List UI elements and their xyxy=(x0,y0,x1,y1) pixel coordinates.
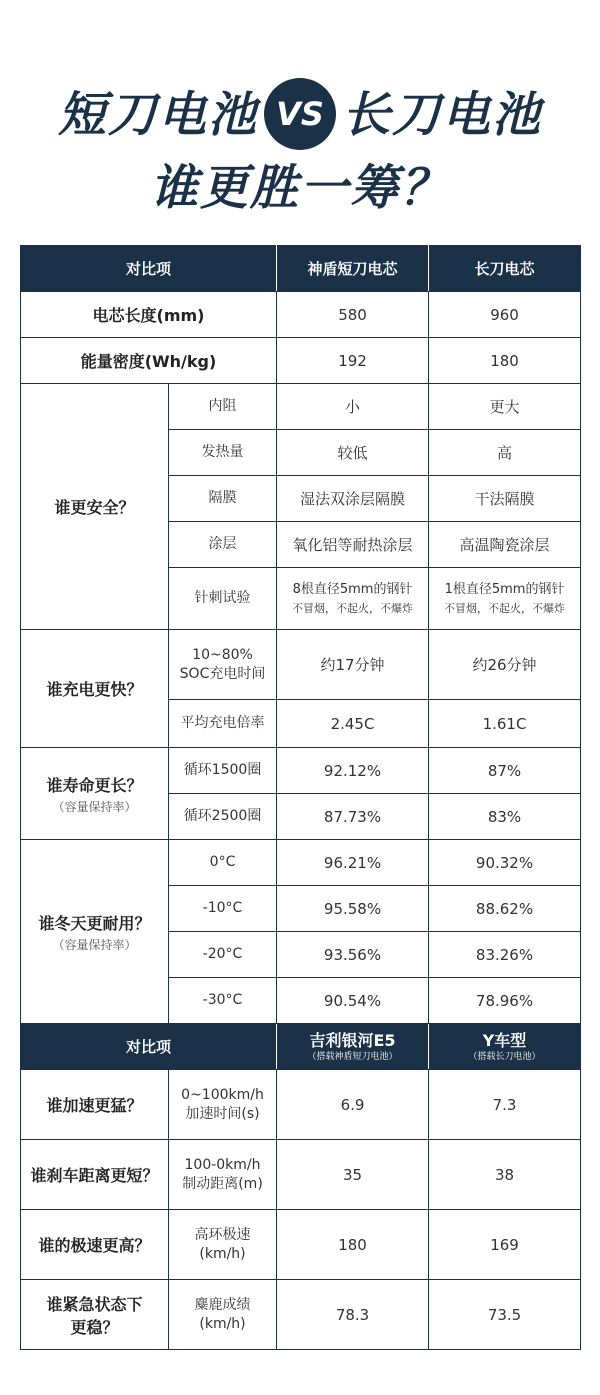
table-row xyxy=(21,338,581,384)
car-b-note: （搭载长刀电池） xyxy=(468,1051,541,1062)
metric-line2: (km/h) xyxy=(199,1245,246,1262)
sub-label: 内阻 xyxy=(169,384,277,430)
value-short: 96.21% xyxy=(277,840,429,886)
value-short: 95.58% xyxy=(277,886,429,932)
value-long: 78.96% xyxy=(429,978,581,1024)
value-long: 高温陶瓷涂层 xyxy=(429,522,581,568)
category-note: （容量保持率） xyxy=(52,937,137,952)
value-short: 93.56% xyxy=(277,932,429,978)
value-short: 较低 xyxy=(277,430,429,476)
value-long: 更大 xyxy=(429,384,581,430)
sub-label: 0°C xyxy=(169,840,277,886)
value-car-a: 78.3 xyxy=(277,1280,429,1350)
metric-line1: 100-0km/h xyxy=(184,1156,261,1173)
value-short: 氧化铝等耐热涂层 xyxy=(277,522,429,568)
value-short: 约17分钟 xyxy=(277,630,429,700)
table-row xyxy=(21,630,581,700)
metric-line1: 麋鹿成绩 xyxy=(194,1296,251,1313)
title-line-2: 谁更胜一筹？ xyxy=(149,160,450,216)
value-short: 192 xyxy=(277,338,429,384)
category-winter xyxy=(21,840,169,1024)
table-row xyxy=(21,748,581,794)
value-long-line1: 1根直径5mm的钢针 xyxy=(444,581,565,597)
value-long-line2: 不冒烟，不起火，不爆炸 xyxy=(444,601,566,615)
value-long: 83% xyxy=(429,794,581,840)
value-car-a: 35 xyxy=(277,1140,429,1210)
vs-badge: VS xyxy=(264,78,336,150)
metric-line2: 制动距离(m) xyxy=(182,1175,263,1192)
sub-label: -20°C xyxy=(169,932,277,978)
metric-label xyxy=(169,1280,277,1350)
title-left: 短刀电池 xyxy=(57,87,258,143)
value-long xyxy=(429,568,581,630)
table-row xyxy=(21,1070,581,1140)
category-top-speed: 谁的极速更高？ xyxy=(21,1210,169,1280)
sub-label: 发热量 xyxy=(169,430,277,476)
value-car-b: 73.5 xyxy=(429,1280,581,1350)
sub-label: 针刺试验 xyxy=(169,568,277,630)
metric-line1: 0~100km/h xyxy=(181,1086,264,1103)
value-short: 90.54% xyxy=(277,978,429,1024)
sub-label: -30°C xyxy=(169,978,277,1024)
table-row xyxy=(21,840,581,886)
sub-label: 涂层 xyxy=(169,522,277,568)
header-car-a xyxy=(277,1024,429,1070)
row-label: 能量密度(Wh/kg) xyxy=(21,338,277,384)
table-row xyxy=(21,384,581,430)
value-short-line2: 不冒烟，不起火，不爆炸 xyxy=(292,601,414,615)
header-long-cell: 长刀电芯 xyxy=(429,246,581,292)
category-charging: 谁充电更快？ xyxy=(21,630,169,748)
metric-label xyxy=(169,1210,277,1280)
value-long: 87% xyxy=(429,748,581,794)
value-short xyxy=(277,568,429,630)
value-long: 干法隔膜 xyxy=(429,476,581,522)
value-short: 580 xyxy=(277,292,429,338)
value-long: 180 xyxy=(429,338,581,384)
metric-line2: 加速时间(s) xyxy=(185,1105,260,1122)
value-short: 92.12% xyxy=(277,748,429,794)
category-line1: 谁紧急状态下 xyxy=(46,1294,143,1314)
metric-label xyxy=(169,1140,277,1210)
value-long: 约26分钟 xyxy=(429,630,581,700)
value-short: 湿法双涂层隔膜 xyxy=(277,476,429,522)
title-line-1 xyxy=(0,82,600,142)
sub-label: 平均充电倍率 xyxy=(169,700,277,748)
car-a-name: 吉利银河E5 xyxy=(309,1030,396,1050)
sub-label: 循环1500圈 xyxy=(169,748,277,794)
value-long: 960 xyxy=(429,292,581,338)
title-area xyxy=(0,0,600,242)
category-accel: 谁加速更猛？ xyxy=(21,1070,169,1140)
table1-header-row xyxy=(21,246,581,292)
row-label: 电芯长度(mm) xyxy=(21,292,277,338)
sub-label: -10°C xyxy=(169,886,277,932)
comparison-table xyxy=(20,245,581,1350)
sub-label: 隔膜 xyxy=(169,476,277,522)
table-row xyxy=(21,292,581,338)
value-long: 83.26% xyxy=(429,932,581,978)
value-car-b: 169 xyxy=(429,1210,581,1280)
sub-label-line2: SOC充电时间 xyxy=(179,665,266,682)
value-car-a: 6.9 xyxy=(277,1070,429,1140)
category-stability xyxy=(21,1280,169,1350)
value-car-a: 180 xyxy=(277,1210,429,1280)
table2-header-row xyxy=(21,1024,581,1070)
header-item: 对比项 xyxy=(21,1024,277,1070)
header-item: 对比项 xyxy=(21,246,277,292)
value-car-b: 38 xyxy=(429,1140,581,1210)
value-short: 2.45C xyxy=(277,700,429,748)
value-long: 90.32% xyxy=(429,840,581,886)
category-braking: 谁刹车距离更短？ xyxy=(21,1140,169,1210)
category-lifespan xyxy=(21,748,169,840)
metric-line2: (km/h) xyxy=(199,1315,246,1332)
header-short-cell: 神盾短刀电芯 xyxy=(277,246,429,292)
value-short-line1: 8根直径5mm的钢针 xyxy=(292,581,413,597)
sub-label: 循环2500圈 xyxy=(169,794,277,840)
table-row xyxy=(21,1210,581,1280)
car-a-note: （搭载神盾短刀电池） xyxy=(307,1051,398,1062)
header-car-b xyxy=(429,1024,581,1070)
sub-label-line1: 10~80% xyxy=(192,646,253,663)
value-long: 1.61C xyxy=(429,700,581,748)
metric-line1: 高环极速 xyxy=(194,1226,251,1243)
table-row xyxy=(21,1280,581,1350)
category-safety: 谁更安全？ xyxy=(21,384,169,630)
title-right: 长刀电池 xyxy=(342,87,543,143)
metric-label xyxy=(169,1070,277,1140)
category-note: （容量保持率） xyxy=(52,799,137,814)
value-long: 88.62% xyxy=(429,886,581,932)
car-b-name: Y车型 xyxy=(482,1030,527,1050)
category-title: 谁冬天更耐用？ xyxy=(38,913,151,933)
category-line2: 更稳？ xyxy=(70,1317,119,1337)
sub-label xyxy=(169,630,277,700)
value-short: 小 xyxy=(277,384,429,430)
value-car-b: 7.3 xyxy=(429,1070,581,1140)
table-row xyxy=(21,1140,581,1210)
value-short: 87.73% xyxy=(277,794,429,840)
category-title: 谁寿命更长？ xyxy=(46,775,143,795)
value-long: 高 xyxy=(429,430,581,476)
